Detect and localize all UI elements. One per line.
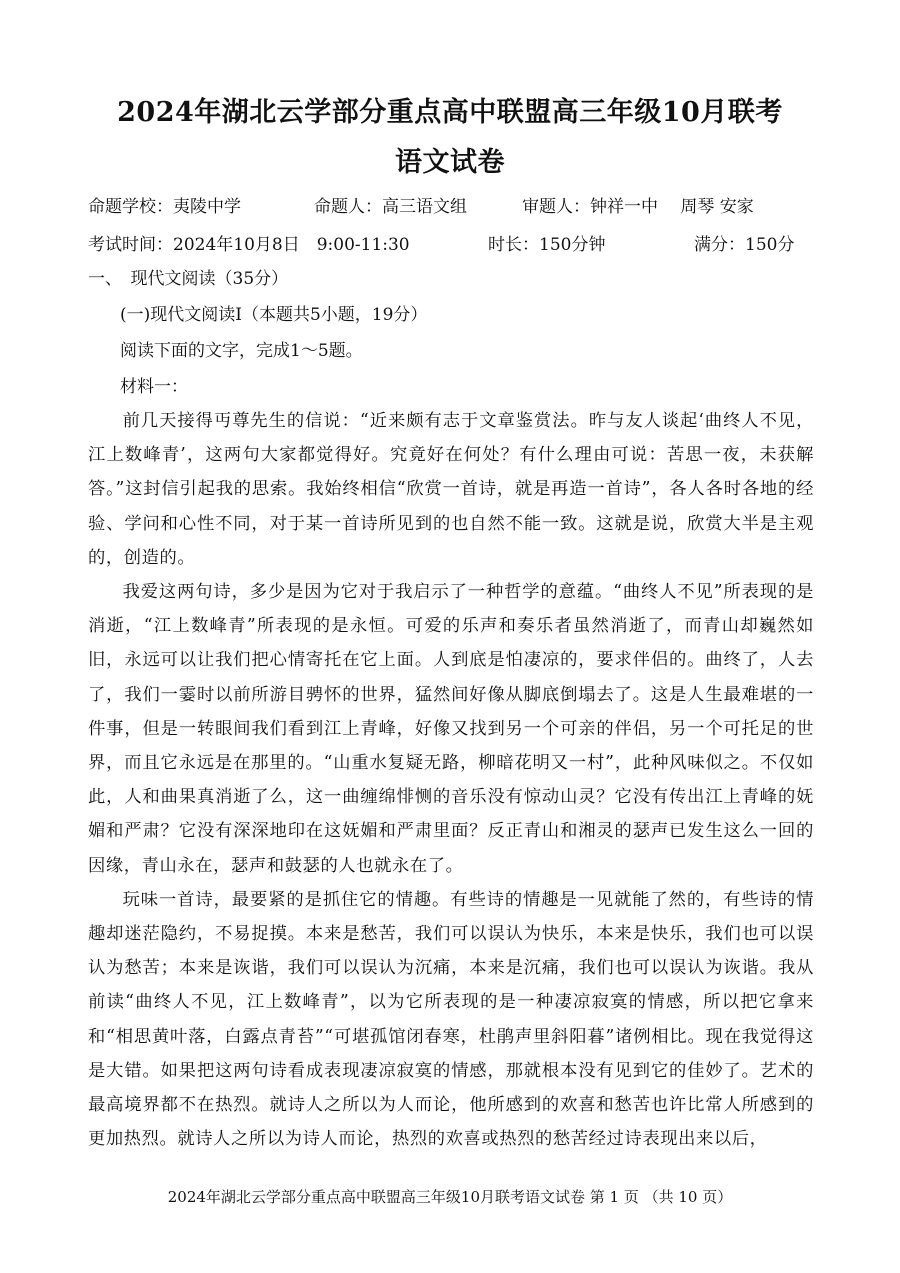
- passage-paragraph-3: 玩味一首诗，最要紧的是抓住它的情趣。有些诗的情趣是一见就能了然的，有些诗的情趣却迷茫隐约，不易捉摸。本来是愁苦，我们可以误认为快乐，本来是快乐，我们也可以误认为愁苦；本来是诙谐，我们可以误认为沉痛，本来是沉痛，我们也可以误认为诙谐。我从前读“曲终人不见，江上数峰青”，以为它所表现的是一种凄凉寂寞的情感，所以把它拿来和“相思黄叶落，白露点青苔”“可堪孤馆闭春寒，杜鹃声里斜阳暮”诸例相比。现在我觉得这是大错。如果把这两句诗看成表现凄凉寂寞的情感，那就根本没有见到它的佳妙了。艺术的最高境界都不在热烈。就诗人之所以为人而论，他所感到的欢喜和愁苦也许比常人所感到的更加热烈。就诗人之所以为诗人而论，热烈的欢喜或热烈的愁苦经过诗表现出来以后，: [88, 889, 814, 1150]
- reading-passage: [88, 404, 814, 1156]
- section-subheading: (一)现代文阅读Ⅰ（本题共5小题，19分）: [120, 305, 428, 325]
- page-footer: 2024年湖北云学部分重点高中联盟高三年级10月联考语文试卷 第 1 页 （共 10 页）: [167, 1188, 733, 1206]
- meta-author: 命题人：高三语文组: [314, 197, 467, 217]
- meta-reviewer: 审题人：钟祥一中 周琴 安家: [522, 197, 754, 217]
- passage-paragraph-1: 前几天接得丏尊先生的信说：“近来颇有志于文章鉴赏法。昨与友人谈起‘曲终人不见，江上数峰青’，这两句大家都觉得好。究竟好在何处？有什么理由可说：苦思一夜，未获解答。”这封信引起我的思索。我始终相信“欣赏一首诗，就是再造一首诗”，各人各时各地的经验、学问和心性不同，对于某一首诗所见到的也自然不能一致。这就是说，欣赏大半是主观的，创造的。: [88, 411, 814, 568]
- exam-title: 2024年湖北云学部分重点高中联盟高三年级10月联考: [117, 97, 783, 128]
- meta-score: 满分：150分: [694, 235, 795, 255]
- meta-time: 考试时间：2024年10月8日 9:00-11:30: [88, 235, 410, 255]
- meta-duration: 时长：150分钟: [488, 235, 606, 255]
- meta-school: 命题学校：夷陵中学: [88, 197, 241, 217]
- section-heading: 一、 现代文阅读（35分）: [88, 269, 289, 289]
- passage-paragraph-2: 我爱这两句诗，多少是因为它对于我启示了一种哲学的意蕴。“曲终人不见”所表现的是消逝，“江上数峰青”所表现的是永恒。可爱的乐声和奏乐者虽然消逝了，而青山却巍然如旧，永远可以让我们把心情寄托在它上面。人到底是怕凄凉的，要求伴侣的。曲终了，人去了，我们一霎时以前所游目骋怀的世界，猛然间好像从脚底倒塌去了。这是人生最难堪的一件事，但是一转眼间我们看到江上青峰，好像又找到另一个可亲的伴侣，另一个可托足的世界，而且它永远是在那里的。“山重水复疑无路，柳暗花明又一村”，此种风味似之。不仅如此，人和曲果真消逝了么，这一曲缠绵悱恻的音乐没有惊动山灵？它没有传出江上青峰的妩媚和严肃？它没有深深地印在这妩媚和严肃里面？反正青山和湘灵的瑟声已发生这么一回的因缘，青山永在，瑟声和鼓瑟的人也就永在了。: [88, 582, 814, 876]
- exam-subtitle: 语文试卷: [395, 147, 505, 178]
- material-label: 材料一：: [120, 377, 188, 397]
- reading-instruction: 阅读下面的文字，完成1～5题。: [120, 341, 363, 361]
